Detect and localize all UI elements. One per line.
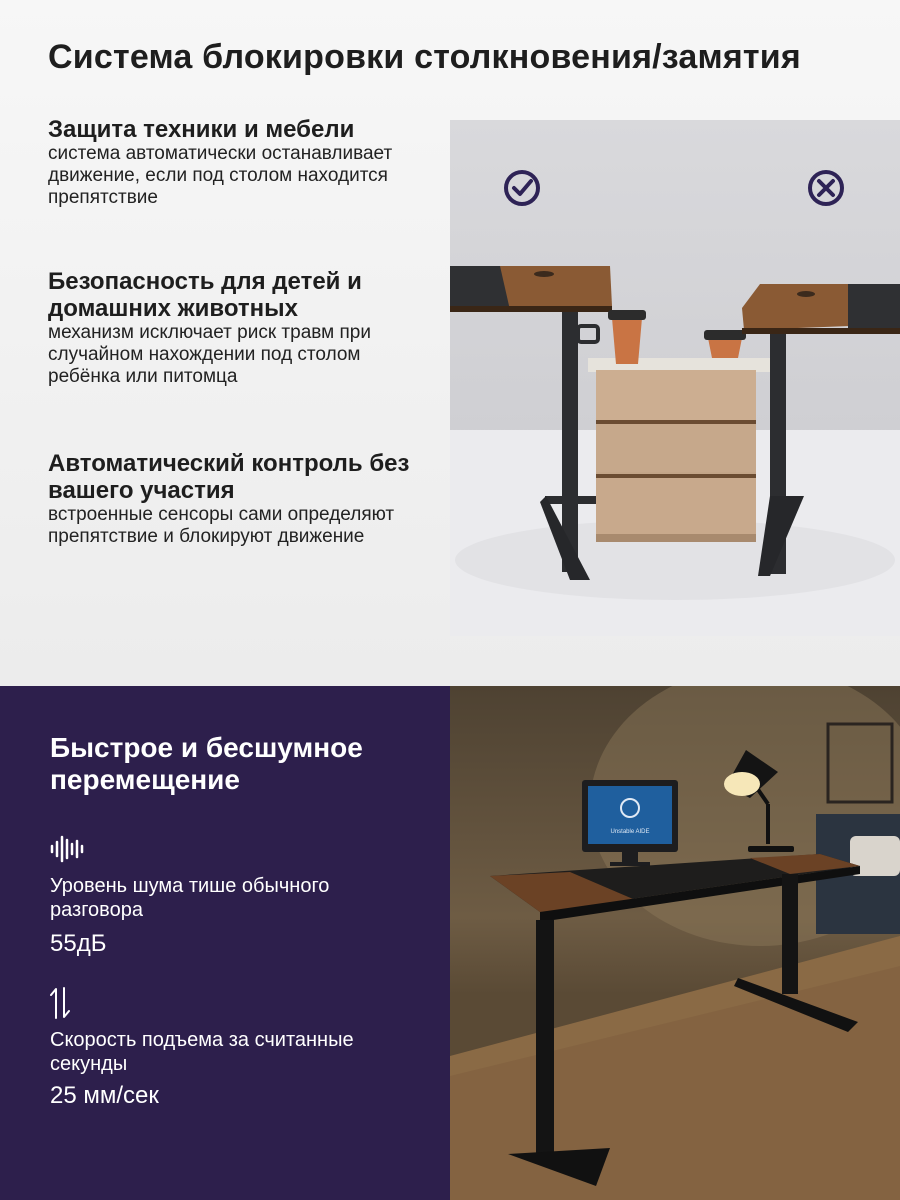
page-title: Система блокировки столкновения/замятия	[48, 38, 801, 76]
collision-demo-photo	[450, 120, 900, 636]
cross-circle-icon	[810, 172, 842, 204]
monitor-text: Unstable AIDE	[610, 829, 650, 835]
feature-heading: Автоматический контроль без вашего участия	[48, 450, 410, 504]
feature-equipment-protection	[48, 116, 428, 209]
noise-level-label: Уровень шума тише обычного разговора	[50, 875, 330, 921]
feature-heading: Защита техники и мебели	[48, 116, 355, 143]
collision-demo-illustration	[450, 120, 900, 636]
feature-heading: Безопасность для детей и домашних животных	[48, 268, 362, 322]
feature-text: система автоматически останавливает движение, если под столом находится препятствие	[48, 143, 393, 208]
lift-speed-value: 25 мм/сек	[50, 1082, 159, 1109]
speed-section-title: Быстрое и бесшумное перемещение	[50, 732, 363, 795]
feature-text: встроенные сенсоры сами определяют препятствие и блокируют движение	[48, 504, 395, 547]
feature-text: механизм исключает риск травм при случайном нахождении под столом ребёнка или питомца	[48, 322, 371, 387]
check-circle-icon	[506, 172, 538, 204]
room-desk-illustration	[450, 686, 900, 1200]
feature-auto-control	[48, 450, 428, 548]
noise-level-value: 55дБ	[50, 930, 107, 957]
up-down-arrows-icon	[50, 986, 70, 1025]
feature-child-safety	[48, 268, 428, 388]
lift-speed-label: Скорость подъема за считанные секунды	[50, 1029, 354, 1075]
sound-wave-icon	[50, 834, 84, 869]
speed-panel	[0, 686, 450, 1200]
room-desk-photo	[450, 686, 900, 1200]
